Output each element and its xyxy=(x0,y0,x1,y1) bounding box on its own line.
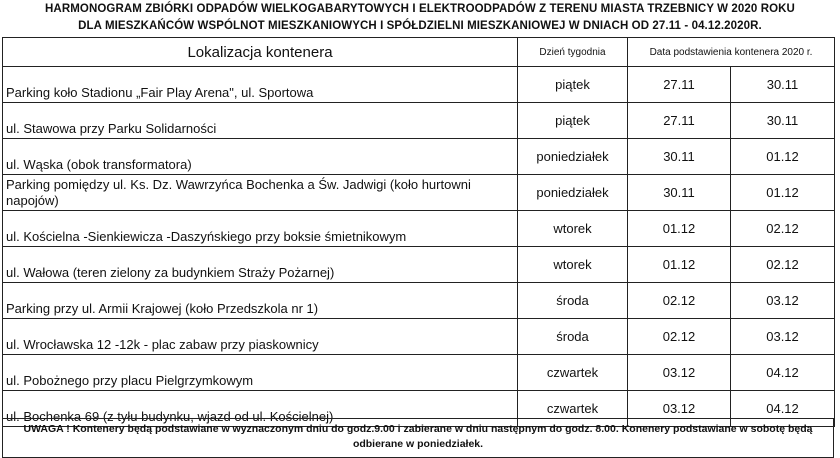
location-cell: ul. Bochenka 69 (z tyłu budynku, wjazd od ul. Kościelnej) xyxy=(3,391,518,427)
document-title-line-1: HARMONOGRAM ZBIÓRKI ODPADÓW WIELKOGABARYTOWYCH I ELEKTROODPADÓW Z TERENU MIASTA TRZEBNICY W 2020 ROKU xyxy=(45,3,795,15)
table-row xyxy=(3,139,835,175)
location-cell: ul. Pobożnego przy placu Pielgrzymkowym xyxy=(3,355,518,391)
date-placed-cell: 01.12 xyxy=(628,247,731,283)
day-cell: czwartek xyxy=(518,355,628,391)
table-row xyxy=(3,175,835,211)
date-collected-cell: 02.12 xyxy=(731,247,835,283)
date-collected-cell: 02.12 xyxy=(731,211,835,247)
document-title-line-2: DLA MIESZKAŃCÓW WSPÓLNOT MIESZKANIOWYCH I SPÓŁDZIELNI MIESZKANIOWEJ W DNIACH OD 27.11 - 04.12.2020R. xyxy=(78,20,762,32)
day-cell: piątek xyxy=(518,103,628,139)
location-cell: ul. Stawowa przy Parku Solidarności xyxy=(3,103,518,139)
location-cell: Parking pomiędzy ul. Ks. Dz. Wawrzyńca Bochenka a Św. Jadwigi (koło hurtowni napojów) xyxy=(3,175,518,211)
location-cell: ul. Wałowa (teren zielony za budynkiem Straży Pożarnej) xyxy=(3,247,518,283)
day-cell: wtorek xyxy=(518,211,628,247)
location-cell: ul. Wąska (obok transformatora) xyxy=(3,139,518,175)
date-placed-cell: 03.12 xyxy=(628,391,731,427)
table-row xyxy=(3,355,835,391)
day-cell: czwartek xyxy=(518,391,628,427)
date-placed-cell: 03.12 xyxy=(628,355,731,391)
column-header-day: Dzień tygodnia xyxy=(518,38,628,67)
table-row xyxy=(3,211,835,247)
day-cell: poniedziałek xyxy=(518,175,628,211)
location-cell: Parking koło Stadionu „Fair Play Arena", ul. Sportowa xyxy=(3,67,518,103)
date-placed-cell: 01.12 xyxy=(628,211,731,247)
table-row xyxy=(3,247,835,283)
location-cell: Parking przy ul. Armii Krajowej (koło Przedszkola nr 1) xyxy=(3,283,518,319)
warning-note: UWAGA ! Kontenery będą podstawiane w wyznaczonym dniu do godz.9.00 i zabierane w dniu następnym do godz. 8.00. Konenery podstawiane w sobotę będą odbierane w poniedziałek. xyxy=(2,418,834,458)
date-placed-cell: 02.12 xyxy=(628,283,731,319)
day-cell: poniedziałek xyxy=(518,139,628,175)
date-placed-cell: 30.11 xyxy=(628,139,731,175)
date-collected-cell: 04.12 xyxy=(731,391,835,427)
date-placed-cell: 27.11 xyxy=(628,103,731,139)
date-collected-cell: 03.12 xyxy=(731,319,835,355)
table-row xyxy=(3,103,835,139)
day-cell: piątek xyxy=(518,67,628,103)
table-row xyxy=(3,319,835,355)
date-placed-cell: 30.11 xyxy=(628,175,731,211)
date-collected-cell: 30.11 xyxy=(731,67,835,103)
day-cell: wtorek xyxy=(518,247,628,283)
day-cell: środa xyxy=(518,319,628,355)
day-cell: środa xyxy=(518,283,628,319)
location-cell: ul. Kościelna -Sienkiewicza -Daszyńskiego przy boksie śmietnikowym xyxy=(3,211,518,247)
column-header-dates: Data podstawienia kontenera 2020 r. xyxy=(628,38,835,67)
date-collected-cell: 04.12 xyxy=(731,355,835,391)
date-collected-cell: 30.11 xyxy=(731,103,835,139)
table-header-row xyxy=(3,38,835,67)
date-placed-cell: 27.11 xyxy=(628,67,731,103)
table-body xyxy=(3,67,835,427)
date-collected-cell: 01.12 xyxy=(731,175,835,211)
location-cell: ul. Wrocławska 12 -12k - plac zabaw przy piaskownicy xyxy=(3,319,518,355)
date-placed-cell: 02.12 xyxy=(628,319,731,355)
table-row xyxy=(3,283,835,319)
schedule-table xyxy=(2,37,835,427)
column-header-location: Lokalizacja kontenera xyxy=(3,38,518,67)
date-collected-cell: 01.12 xyxy=(731,139,835,175)
date-collected-cell: 03.12 xyxy=(731,283,835,319)
table-row xyxy=(3,67,835,103)
